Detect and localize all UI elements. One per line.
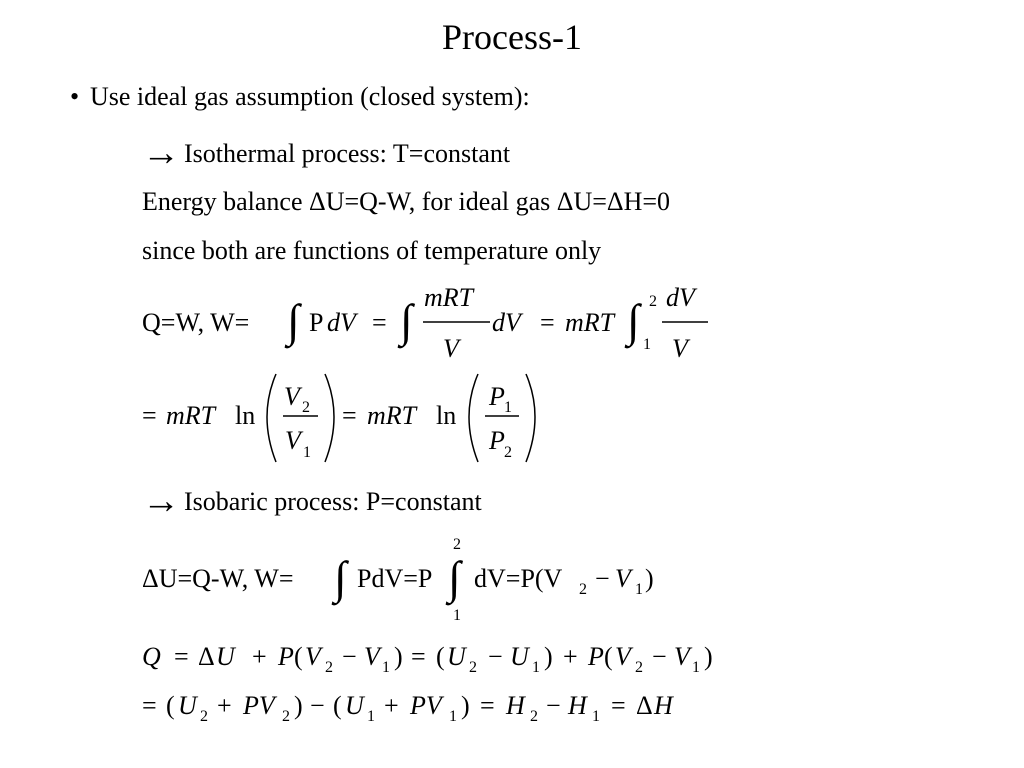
svg-text:V: V [615, 642, 631, 671]
svg-text:−: − [342, 642, 357, 671]
svg-text:mRT: mRT [424, 283, 474, 312]
svg-text:1: 1 [303, 444, 311, 461]
svg-text:H: H [568, 691, 587, 720]
integral-sign: ∫ [448, 552, 461, 603]
svg-text:−: − [310, 691, 325, 720]
temperature-dependence-text: since both are functions of temperature only [142, 236, 602, 265]
svg-text:2: 2 [200, 708, 208, 725]
svg-text:=: = [142, 401, 157, 430]
svg-text:−: − [652, 642, 667, 671]
svg-text:P: P [309, 308, 324, 337]
svg-text:(: ( [166, 691, 175, 720]
svg-text:P: P [278, 642, 294, 671]
svg-text:U: U [447, 642, 466, 671]
right-arrow-icon: → [142, 480, 180, 522]
svg-text:U: U [216, 642, 235, 671]
svg-text:−: − [488, 642, 503, 671]
svg-text:=: = [342, 401, 357, 430]
svg-text:dV: dV [327, 308, 356, 337]
svg-text:2: 2 [579, 581, 587, 598]
svg-text:dV: dV [666, 283, 695, 312]
svg-text:2: 2 [302, 399, 310, 416]
isothermal-heading: Isothermal process: T=constant [184, 139, 511, 168]
svg-text:V: V [615, 564, 631, 593]
svg-text:): ) [461, 691, 470, 720]
isobaric-heading: Isobaric process: P=constant [184, 487, 482, 516]
svg-text:(: ( [333, 691, 342, 720]
integral-sign: ∫ [627, 295, 640, 346]
svg-text:−: − [595, 564, 610, 593]
svg-text:=: = [540, 308, 555, 337]
svg-text:Q: Q [142, 642, 161, 671]
svg-text:=: = [174, 642, 189, 671]
svg-text:V: V [285, 426, 301, 455]
bullet-text: Use ideal gas assumption (closed system): [90, 82, 530, 111]
svg-text:V: V [674, 642, 690, 671]
svg-text:+: + [563, 642, 578, 671]
svg-text:1: 1 [532, 659, 540, 676]
isobaric-work-prefix: ΔU=Q-W, W= [142, 564, 294, 593]
svg-text:1: 1 [367, 708, 375, 725]
svg-text:): ) [544, 642, 553, 671]
svg-text:U: U [178, 691, 197, 720]
svg-text:H: H [654, 691, 673, 720]
svg-text:2: 2 [282, 708, 290, 725]
svg-text:V: V [364, 642, 380, 671]
svg-text:1: 1 [453, 607, 461, 624]
bullet-icon: • [70, 82, 80, 111]
svg-text:): ) [394, 642, 403, 671]
svg-text:mRT: mRT [367, 401, 417, 430]
svg-text:): ) [704, 642, 713, 671]
svg-text:mRT: mRT [565, 308, 615, 337]
svg-text:(: ( [436, 642, 445, 671]
svg-text:2: 2 [453, 536, 461, 553]
svg-text:mRT: mRT [166, 401, 216, 430]
svg-text:ln: ln [436, 401, 457, 430]
svg-text:H: H [506, 691, 525, 720]
integral-sign: ∫ [287, 295, 300, 346]
svg-text:(: ( [604, 642, 613, 671]
svg-text:+: + [217, 691, 232, 720]
slide-title: Process-1 [442, 17, 582, 57]
integral-sign: ∫ [334, 552, 347, 603]
svg-text:=: = [411, 642, 426, 671]
svg-text:U: U [510, 642, 529, 671]
svg-text:ln: ln [235, 401, 256, 430]
svg-text:(: ( [294, 642, 303, 671]
svg-text:PV: PV [243, 691, 275, 720]
svg-text:V: V [443, 334, 459, 363]
svg-text:): ) [294, 691, 303, 720]
svg-text:=: = [372, 308, 387, 337]
svg-text:Δ: Δ [198, 642, 215, 671]
svg-text:dV=P(V: dV=P(V [474, 564, 563, 593]
svg-text:2: 2 [635, 659, 643, 676]
svg-text:1: 1 [635, 581, 643, 598]
svg-text:−: − [546, 691, 561, 720]
svg-text:2: 2 [649, 293, 657, 310]
svg-text:V: V [284, 382, 300, 411]
svg-text:+: + [384, 691, 399, 720]
svg-text:U: U [345, 691, 364, 720]
svg-text:P: P [489, 426, 505, 455]
work-equation-prefix: Q=W, W= [142, 308, 250, 337]
svg-text:2: 2 [469, 659, 477, 676]
svg-text:P: P [588, 642, 604, 671]
svg-text:2: 2 [530, 708, 538, 725]
svg-text:P: P [489, 382, 505, 411]
energy-balance-text: Energy balance ΔU=Q-W, for ideal gas ΔU=ΔH=0 [142, 187, 671, 216]
svg-text:1: 1 [692, 659, 700, 676]
svg-text:+: + [252, 642, 267, 671]
svg-text:=: = [611, 691, 626, 720]
svg-text:1: 1 [643, 336, 651, 353]
svg-text:2: 2 [325, 659, 333, 676]
svg-text:V: V [305, 642, 321, 671]
svg-text:=: = [142, 691, 157, 720]
svg-text:PdV=P: PdV=P [357, 564, 433, 593]
svg-text:1: 1 [504, 399, 512, 416]
right-arrow-icon: → [142, 132, 180, 174]
svg-text:dV: dV [492, 308, 521, 337]
svg-text:=: = [480, 691, 495, 720]
svg-text:): ) [645, 564, 654, 593]
integral-sign: ∫ [400, 295, 413, 346]
svg-text:1: 1 [592, 708, 600, 725]
svg-text:V: V [672, 334, 688, 363]
svg-text:2: 2 [504, 444, 512, 461]
svg-text:1: 1 [449, 708, 457, 725]
svg-text:Δ: Δ [636, 691, 653, 720]
svg-text:PV: PV [410, 691, 442, 720]
svg-text:1: 1 [382, 659, 390, 676]
